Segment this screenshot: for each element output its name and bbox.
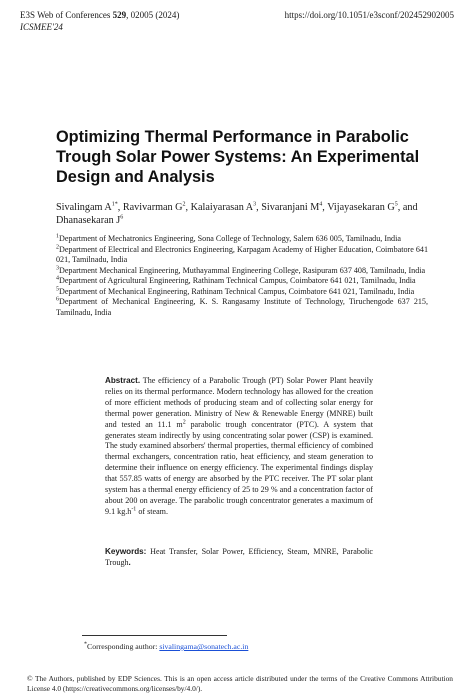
footnote-label: Corresponding author:	[87, 642, 160, 651]
keywords	[105, 547, 373, 569]
footnote-marker: *	[84, 641, 87, 648]
abstract	[105, 376, 373, 518]
author-name: Vijayasekaran G	[327, 202, 395, 213]
affiliation-text: Department Mechanical Engineering, Muthayammal Engineering College, Rasipuram 637 408, Tamilnadu, India	[59, 265, 426, 275]
affiliation-number: 5	[56, 285, 59, 292]
author-affiliation-marker: 6	[120, 214, 124, 221]
author-separator: ,	[117, 202, 123, 213]
abstract-text-c: of steam.	[136, 506, 169, 516]
article-number: , 02005 (2024)	[126, 10, 180, 20]
author-separator: , and	[397, 202, 418, 213]
author-name: Ravivarman G	[122, 202, 183, 213]
author-email-link[interactable]: sivalingama@sonatech.ac.in	[159, 642, 249, 651]
author-affiliation-marker: 1*	[111, 201, 118, 208]
journal-volume: 529	[112, 10, 127, 20]
author-affiliation-marker: 3	[253, 201, 257, 208]
corresponding-author-footnote	[84, 642, 248, 652]
journal-citation	[20, 9, 179, 21]
affiliation-item	[56, 276, 428, 287]
abstract-sup-a: 2	[182, 418, 186, 425]
author-name: Kalaiyarasan A	[190, 202, 254, 213]
affiliation-text: Department of Agricultural Engineering, Rathinam Technical Campus, Coimbatore 641 021, Tamilnadu, India	[59, 276, 416, 285]
affiliation-text: Department of Mechanical Engineering, Rathinam Technical Campus, Coimbatore 641 021, Tamilnadu, India	[59, 286, 415, 296]
author-separator: ,	[322, 202, 328, 213]
affiliation-item	[56, 234, 428, 245]
license-notice: © The Authors, published by EDP Sciences. This is an open access article distributed under the terms of the Creative Commons Attribution License 4.0 (https://creativecommons.org/licenses/by/4.0/).	[27, 674, 453, 693]
conference-name: ICSMEE'24	[20, 22, 63, 32]
doi-link[interactable]: https://doi.org/10.1051/e3sconf/202452902005	[284, 10, 454, 20]
affiliation-text: Department of Mechatronics Engineering, Sona College of Technology, Salem 636 005, Tamilnadu, India	[59, 234, 401, 243]
author-affiliation-marker: 4	[319, 201, 323, 208]
footnote-rule	[82, 635, 227, 636]
journal-name: E3S Web of Conferences	[20, 10, 111, 20]
affiliation-text: Department of Electrical and Electronics Engineering, Karpagam Academy of Higher Education, Coimbatore 641 021, Tamilnadu, India	[56, 244, 428, 264]
keywords-end: .	[128, 557, 131, 567]
keywords-label: Keywords:	[105, 547, 147, 556]
affiliation-item	[56, 245, 428, 266]
affiliation-item	[56, 287, 428, 298]
affiliation-item	[56, 266, 428, 277]
affiliation-text: Department of Mechanical Engineering, K. S. Rangasamy Institute of Technology, Tiruchengode 637 215, Tamilnadu, India	[56, 297, 428, 317]
keywords-text: Heat Transfer, Solar Power, Efficiency, Steam, MNRE, Parabolic Trough	[105, 547, 373, 567]
author-list	[56, 201, 428, 227]
author-separator: ,	[256, 202, 262, 213]
affiliation-number: 3	[56, 264, 59, 271]
abstract-text-a: The efficiency of a Parabolic Trough (PT) Solar Power Plant heavily relies on its thermal performance. Modern technology has allowed for the creation of more efficient methods of producing steam and of collecting solar energy for thermal power generation. Ministry of New & Renewable Energy (MNRE) built and tested an 11.1 m	[105, 376, 373, 429]
affiliation-number: 6	[56, 296, 59, 303]
author-name: Sivalingam A	[56, 202, 112, 213]
affiliation-list	[56, 234, 428, 318]
affiliation-number: 4	[56, 275, 59, 282]
abstract-label: Abstract.	[105, 376, 141, 385]
author-affiliation-marker: 5	[394, 201, 398, 208]
author-name: Sivaranjani M	[261, 202, 320, 213]
author-name: Dhanasekaran J	[56, 215, 121, 226]
abstract-text-b: parabolic trough concentrator (PTC). A system that generates steam indirectly by using concentrating solar power (CSP) is examined. The study examined absorbers' thermal properties, thermal efficiency of combined thermal exchangers, concentration ratio, heat efficiency, and steam generation to determine their influence on energy efficiency. The experimental findings display that 557.85 watts of energy are absorbed by the PTC receiver. The PT solar plant system has a thermal energy efficiency of 25 to 29 % and a concentration factor of about 200 on average. The parabolic trough concentrator generates a maximum of 9.1 kg.h	[105, 419, 373, 516]
affiliation-item	[56, 297, 428, 318]
abstract-sup-b: -1	[131, 506, 137, 513]
author-separator: ,	[185, 202, 191, 213]
affiliation-number: 2	[56, 243, 59, 250]
author-affiliation-marker: 2	[182, 201, 186, 208]
affiliation-number: 1	[56, 233, 59, 240]
paper-title: Optimizing Thermal Performance in Parabolic Trough Solar Power Systems: An Experimental Design and Analysis	[56, 128, 420, 186]
